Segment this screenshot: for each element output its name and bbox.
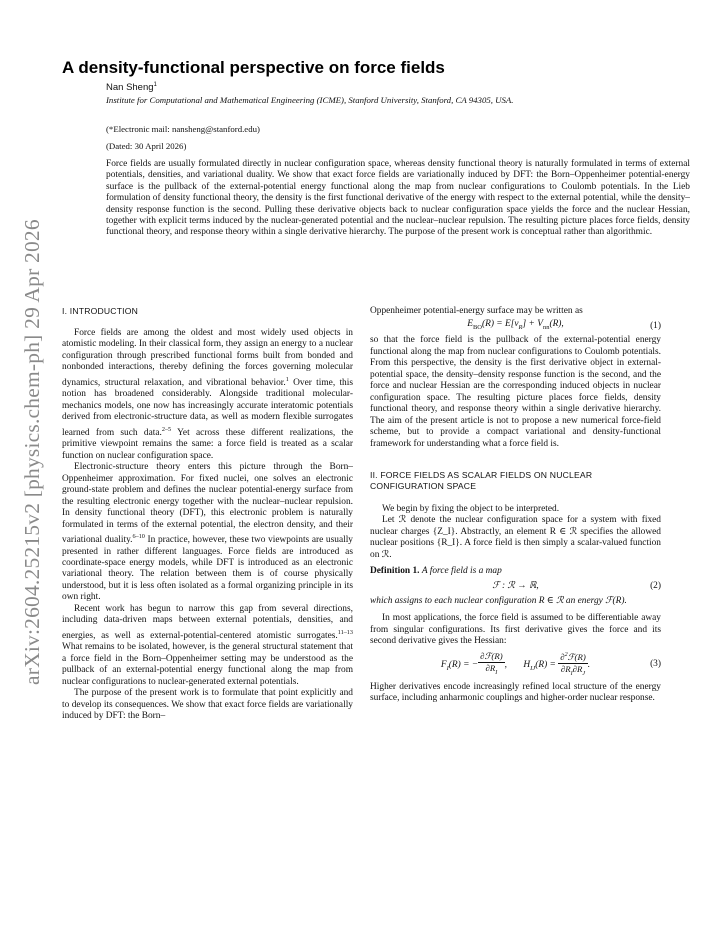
section-heading-introduction: I. INTRODUCTION <box>62 306 139 316</box>
equation-body: $E_{BO}(R) = E[v_R] + V_{nn}(R)$, <box>467 319 564 332</box>
paragraph: The purpose of the present work is to formulate that point explicitly and to develop its consequences. We show that exact force fields are variationally induced by DFT: the Born– <box>62 688 353 721</box>
definition-label: Definition 1. <box>370 566 420 577</box>
section-heading-force-fields: II. FORCE FIELDS AS SCALAR FIELDS ON NUCLEAR CONFIGURATION SPACE <box>370 469 593 491</box>
paper-title: A density-functional perspective on force fields <box>62 58 445 77</box>
paragraph: Oppenheimer potential-energy surface may be written as <box>370 306 583 316</box>
paragraph: so that the force field is the pullback of the external-potential energy functional along the map from nuclear configurations to Coulomb potentials. From this perspective, the density is the first derivative object in external-potential space, the density–density response function is the second, and the force and nuclear Hessian are the corresponding induced objects in nuclear configuration space. The resulting picture places force fields, density functional theory, and response theory within a single derivative hierarchy. The aim of the present article is not to propose a new numerical force-field scheme, but to provide a compact variational and density-functional framework for understanding what a force field is. <box>370 335 661 449</box>
paragraph: Higher derivatives encode increasingly refined local structure of the energy surface, including anharmonic couplings and higher-order nuclear response. <box>370 681 661 703</box>
left-column <box>62 306 353 722</box>
equation-number: (2) <box>650 580 661 591</box>
equation-1 <box>370 317 661 335</box>
definition-text: which assigns to each nuclear configuration R ∈ ℛ an energy ℱ(R). <box>370 595 627 606</box>
arxiv-identifier: arXiv:2604.25215v2 [physics.chem-ph] 29 Apr 2026 <box>20 219 44 685</box>
equation-number: (1) <box>650 320 661 331</box>
citation: 2–5 <box>161 425 172 433</box>
paragraph: Recent work has begun to narrow this gap from several directions, including data-driven maps between external potentials, densities, and energies, as well as external-potential-centered atomistic surrogates.$^{11-13}$ What remains to be isolated, however, is the general structural statement that a force field in the Born–Oppenheimer setting may be understood as the pullback of an external-potential energy functional along the map from nuclear configurations to nuclear-generated external potentials. <box>62 603 353 687</box>
definition-1: Definition 1. A force field is a map <box>370 566 502 577</box>
citation: 1 <box>285 375 289 383</box>
paragraph: Electronic-structure theory enters this picture through the Born–Oppenheimer approximation. For fixed nuclei, one solves an electronic ground-state problem and defines the nuclear potential-energy surface from the resulting electronic energy together with the nuclear–nuclear repulsion. In density functional theory (DFT), this electronic problem is naturally formulated in terms of the external potential, the electron density, and their variational duality.$^{6-10}$ In practice, however, these two viewpoints are usually presented in rather different languages. Force fields are introduced as coordinate-space energy models, while DFT is introduced as an electronic variational theory. The relation between them is of course physically understood, but it is less often isolated as a formal organizing principle in its own right. <box>62 462 353 603</box>
equation-2 <box>370 578 661 596</box>
paragraph: Force fields are among the oldest and most widely used objects in atomistic modeling. In their classical form, they assign an energy to a nuclear configuration through prescribed functional forms built from bonded and nonbonded interactions, thereby defining the forces governing molecular dynamics, structural relaxation, and vibrational behavior.$^1$ Over time, this notion has broadened considerably. Alongside traditional molecular-mechanics models, one now has increasingly accurate interatomic potentials derived from electronic-structure data, as well as modern flexible surrogates learned from such data.$^{2-5}$ Yet across these different realizations, the primitive viewpoint remains the same: a force field is treated as a scalar function on nuclear configuration space. <box>62 328 353 461</box>
citation: 6–10 <box>132 532 145 540</box>
author-affiliation-mark: 1 <box>153 82 157 88</box>
author-name: Nan Sheng <box>106 82 154 94</box>
right-column <box>370 306 661 704</box>
abstract: Force fields are usually formulated directly in nuclear configuration space, whereas density functional theory is naturally formulated in terms of external potentials, densities, and variational duality. We show that exact force fields are variationally induced by DFT: the Born–Oppenheimer potential-energy surface is the pullback of the external-potential energy functional along the map from nuclear configurations to Coulomb potentials. In the Lieb formulation of density functional theory, the density is the first functional derivative of the energy with respect to the external potential, while the density–density response function is the second. Pulling these derivative objects back to nuclear configuration space yields the force and the nuclear Hessian, together with explicit terms induced by the nuclear-generated potential and the nuclear–nuclear repulsion. The resulting picture places force fields, density functional theory, and response theory within a single derivative hierarchy. The purpose of the present work is conceptual rather than algorithmic. <box>106 159 690 238</box>
paragraph: Let ℛ denote the nuclear configuration space for a system with fixed nuclear charges {Z_I}. Abstractly, an element R ∈ ℛ specifies the allowed nuclear positions {R_I}. A force field is then simply a scalar-valued function on ℛ. <box>370 515 661 560</box>
email-line: (*Electronic mail: nansheng@stanford.edu) <box>106 124 260 134</box>
equation-number: (3) <box>650 658 661 669</box>
equation-body: ℱ : ℛ → ℝ, <box>492 580 539 591</box>
equation-3 <box>370 648 661 682</box>
date-line: (Dated: 30 April 2026) <box>106 141 187 151</box>
equation-body: $F_I(R)$ = − $\frac{\text{∂ℱ(R)}}{\partial R_I}$ , $H_{IJ}(R)$ = $\frac{\partial^2ℱ(R)}{\partial R_I\partial R_J}$ . <box>440 650 591 677</box>
paragraph: In most applications, the force field is assumed to be differentiable away from singular configurations. Its first derivative gives the force and its second derivative gives the Hessian: <box>370 613 661 647</box>
affiliation: Institute for Computational and Mathematical Engineering (ICME), Stanford University, Stanford, CA 94305, USA. <box>106 95 514 105</box>
author-line <box>106 80 656 93</box>
citation: 11–13 <box>337 628 353 636</box>
paragraph: We begin by fixing the object to be interpreted. <box>382 503 560 514</box>
